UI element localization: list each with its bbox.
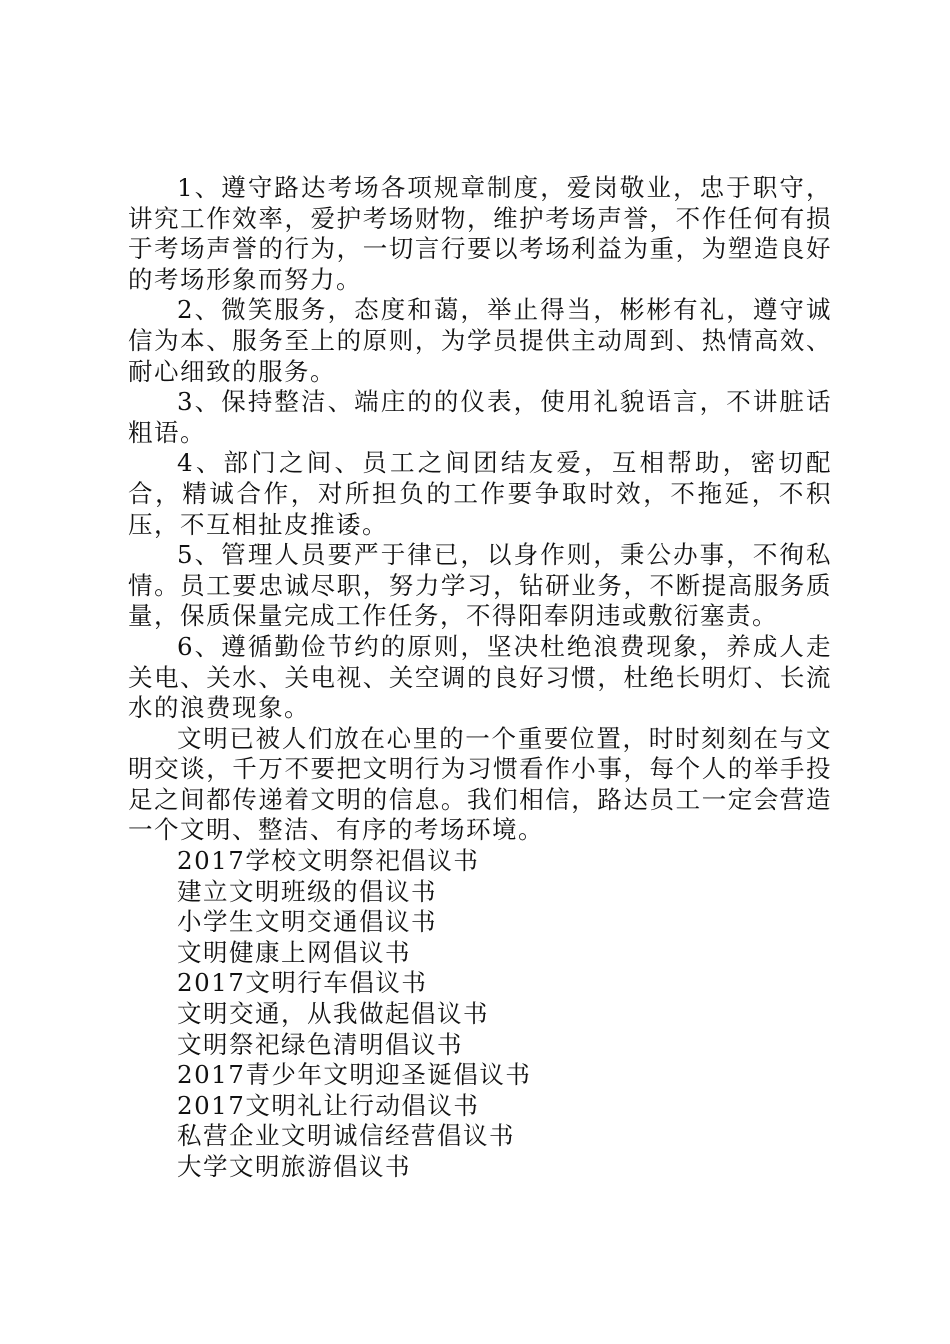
paragraph-4: 4、部门之间、员工之间团结友爱，互相帮助，密切配合，精诚合作，对所担负的工作要争取时效，不拖延，不积压，不互相扯皮推诿。 [128, 448, 832, 539]
related-link[interactable]: 2017文明礼让行动倡议书 [177, 1090, 480, 1120]
related-link[interactable]: 2017文明行车倡议书 [177, 968, 428, 998]
paragraph-5: 5、管理人员要严于律已，以身作则，秉公办事，不徇私情。员工要忠诚尽职，努力学习，钻研业务，不断提高服务质量，保质保量完成工作任务，不得阳奉阴违或敷衍塞责。 [128, 540, 832, 631]
related-link[interactable]: 小学生文明交通倡议书 [177, 907, 437, 937]
related-link[interactable]: 建立文明班级的倡议书 [177, 876, 437, 906]
related-link[interactable]: 私营企业文明诚信经营倡议书 [177, 1121, 515, 1151]
related-link[interactable]: 2017学校文明祭祀倡议书 [177, 846, 480, 876]
paragraph-1: 1、遵守路达考场各项规章制度，爱岗敬业，忠于职守，讲究工作效率，爱护考场财物，维护考场声誉，不作任何有损于考场声誉的行为，一切言行要以考场利益为重，为塑造良好的考场形象而努力。 [128, 173, 832, 294]
closing-paragraph: 文明已被人们放在心里的一个重要位置，时时刻刻在与文明交谈，千万不要把文明行为习惯看作小事，每个人的举手投足之间都传递着文明的信息。我们相信，路达员工一定会营造一个文明、整洁、有序的考场环境。 [128, 723, 832, 845]
related-link[interactable]: 2017青少年文明迎圣诞倡议书 [177, 1060, 532, 1090]
related-links-list [128, 846, 832, 1183]
paragraph-3: 3、保持整洁、端庄的的仪表，使用礼貌语言，不讲脏话粗语。 [128, 387, 832, 447]
related-link[interactable]: 文明交通，从我做起倡议书 [177, 999, 489, 1029]
related-link[interactable]: 大学文明旅游倡议书 [177, 1152, 411, 1181]
paragraph-2: 2、微笑服务，态度和蔼，举止得当，彬彬有礼，遵守诚信为本、服务至上的原则，为学员提供主动周到、热情高效、耐心细致的服务。 [128, 295, 832, 386]
related-link[interactable]: 文明健康上网倡议书 [177, 937, 411, 967]
document-body [128, 173, 832, 1183]
paragraph-6: 6、遵循勤俭节约的原则，坚决杜绝浪费现象，养成人走关电、关水、关电视、关空调的良好习惯，杜绝长明灯、长流水的浪费现象。 [128, 631, 832, 723]
related-link[interactable]: 文明祭祀绿色清明倡议书 [177, 1029, 463, 1059]
